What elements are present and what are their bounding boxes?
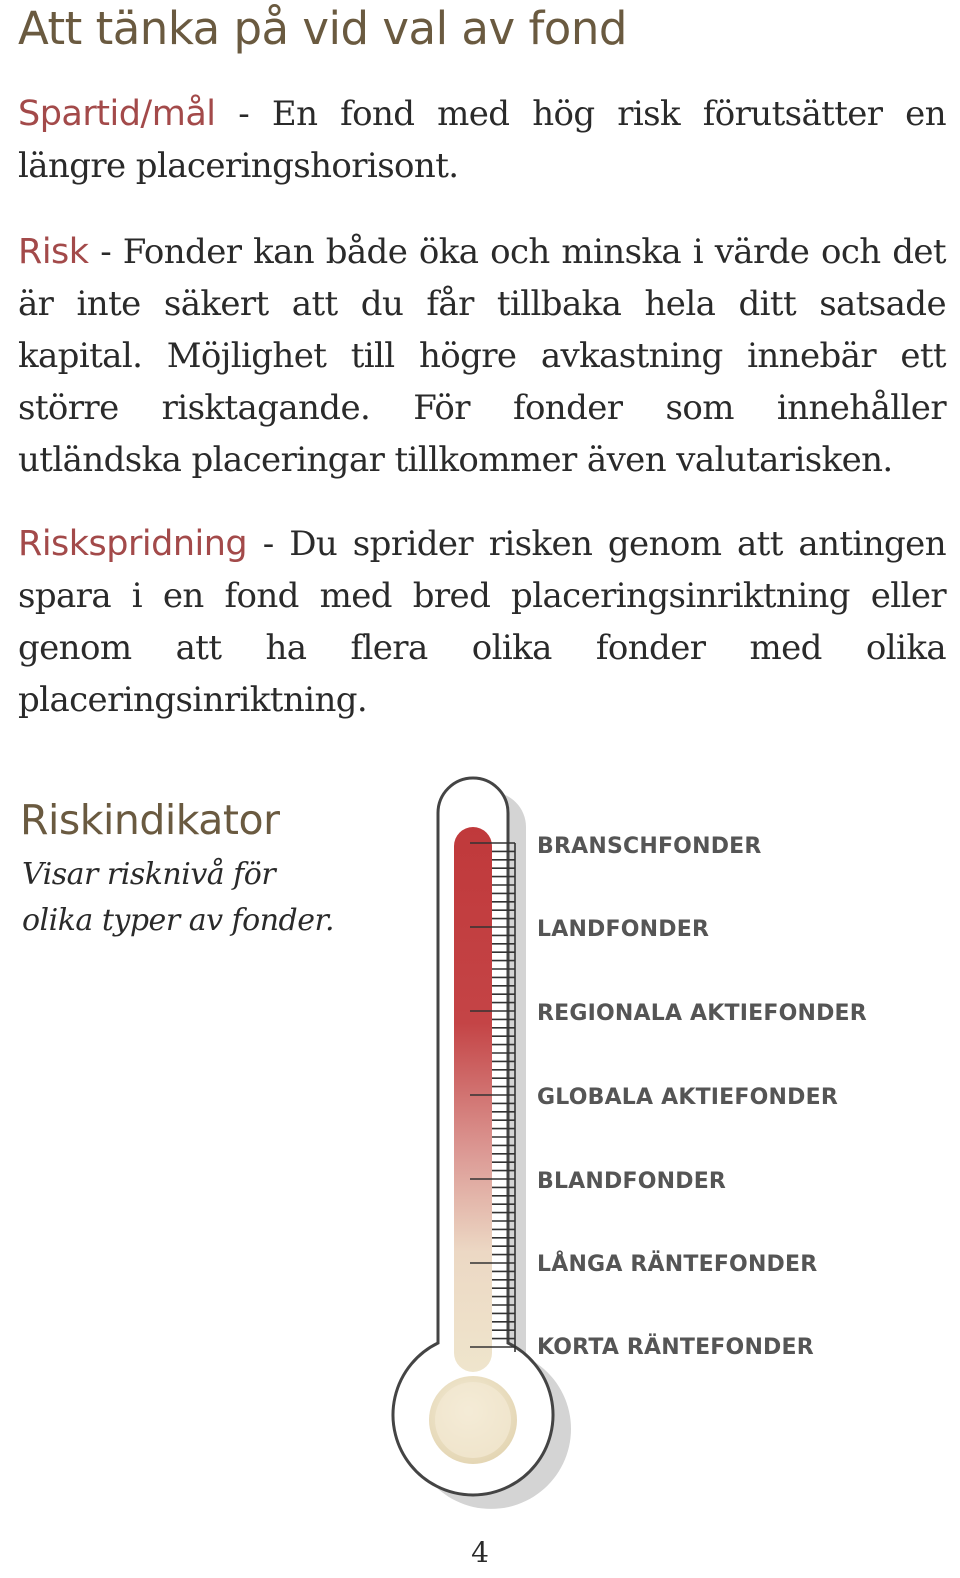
- category-label: REGIONALA AKTIEFONDER: [537, 1001, 867, 1026]
- section-text: - Du sprider risken genom att antingen spara i en fond med bred placeringsinriktning eller genom att ha flera olika fonder med olika placeringsinriktning.: [18, 524, 946, 720]
- section-term: Risk: [18, 232, 89, 272]
- section-term: Riskspridning: [18, 524, 248, 564]
- category-label: BLANDFONDER: [537, 1169, 727, 1194]
- riskindikator-title: Riskindikator: [20, 796, 280, 844]
- thermometer-bulb-inner: [435, 1382, 511, 1458]
- thermometer-fill: [454, 827, 492, 1372]
- category-label: GLOBALA AKTIEFONDER: [537, 1085, 838, 1110]
- category-label: KORTA RÄNTEFONDER: [537, 1335, 814, 1360]
- category-label: BRANSCHFONDER: [537, 834, 762, 859]
- section-text: - En fond med hög risk förutsätter en längre placeringshorisont.: [18, 94, 946, 186]
- category-label: LANDFONDER: [537, 917, 710, 942]
- category-label: LÅNGA RÄNTEFONDER: [537, 1252, 818, 1277]
- riskindikator-subtitle: Visar risknivå för olika typer av fonder.: [22, 857, 335, 938]
- section-term: Spartid/mål: [18, 94, 216, 134]
- section-text: - Fonder kan både öka och minska i värde och det är inte säkert att du får tillbaka hela ditt satsade kapital. Möjlighet till högre avkastning innebär ett större risktagande. För fonder som innehåller utländska placeringar tillkommer även valutarisken.: [18, 232, 946, 480]
- page-number: 4: [471, 1536, 489, 1569]
- page-title: Att tänka på vid val av fond: [18, 2, 627, 55]
